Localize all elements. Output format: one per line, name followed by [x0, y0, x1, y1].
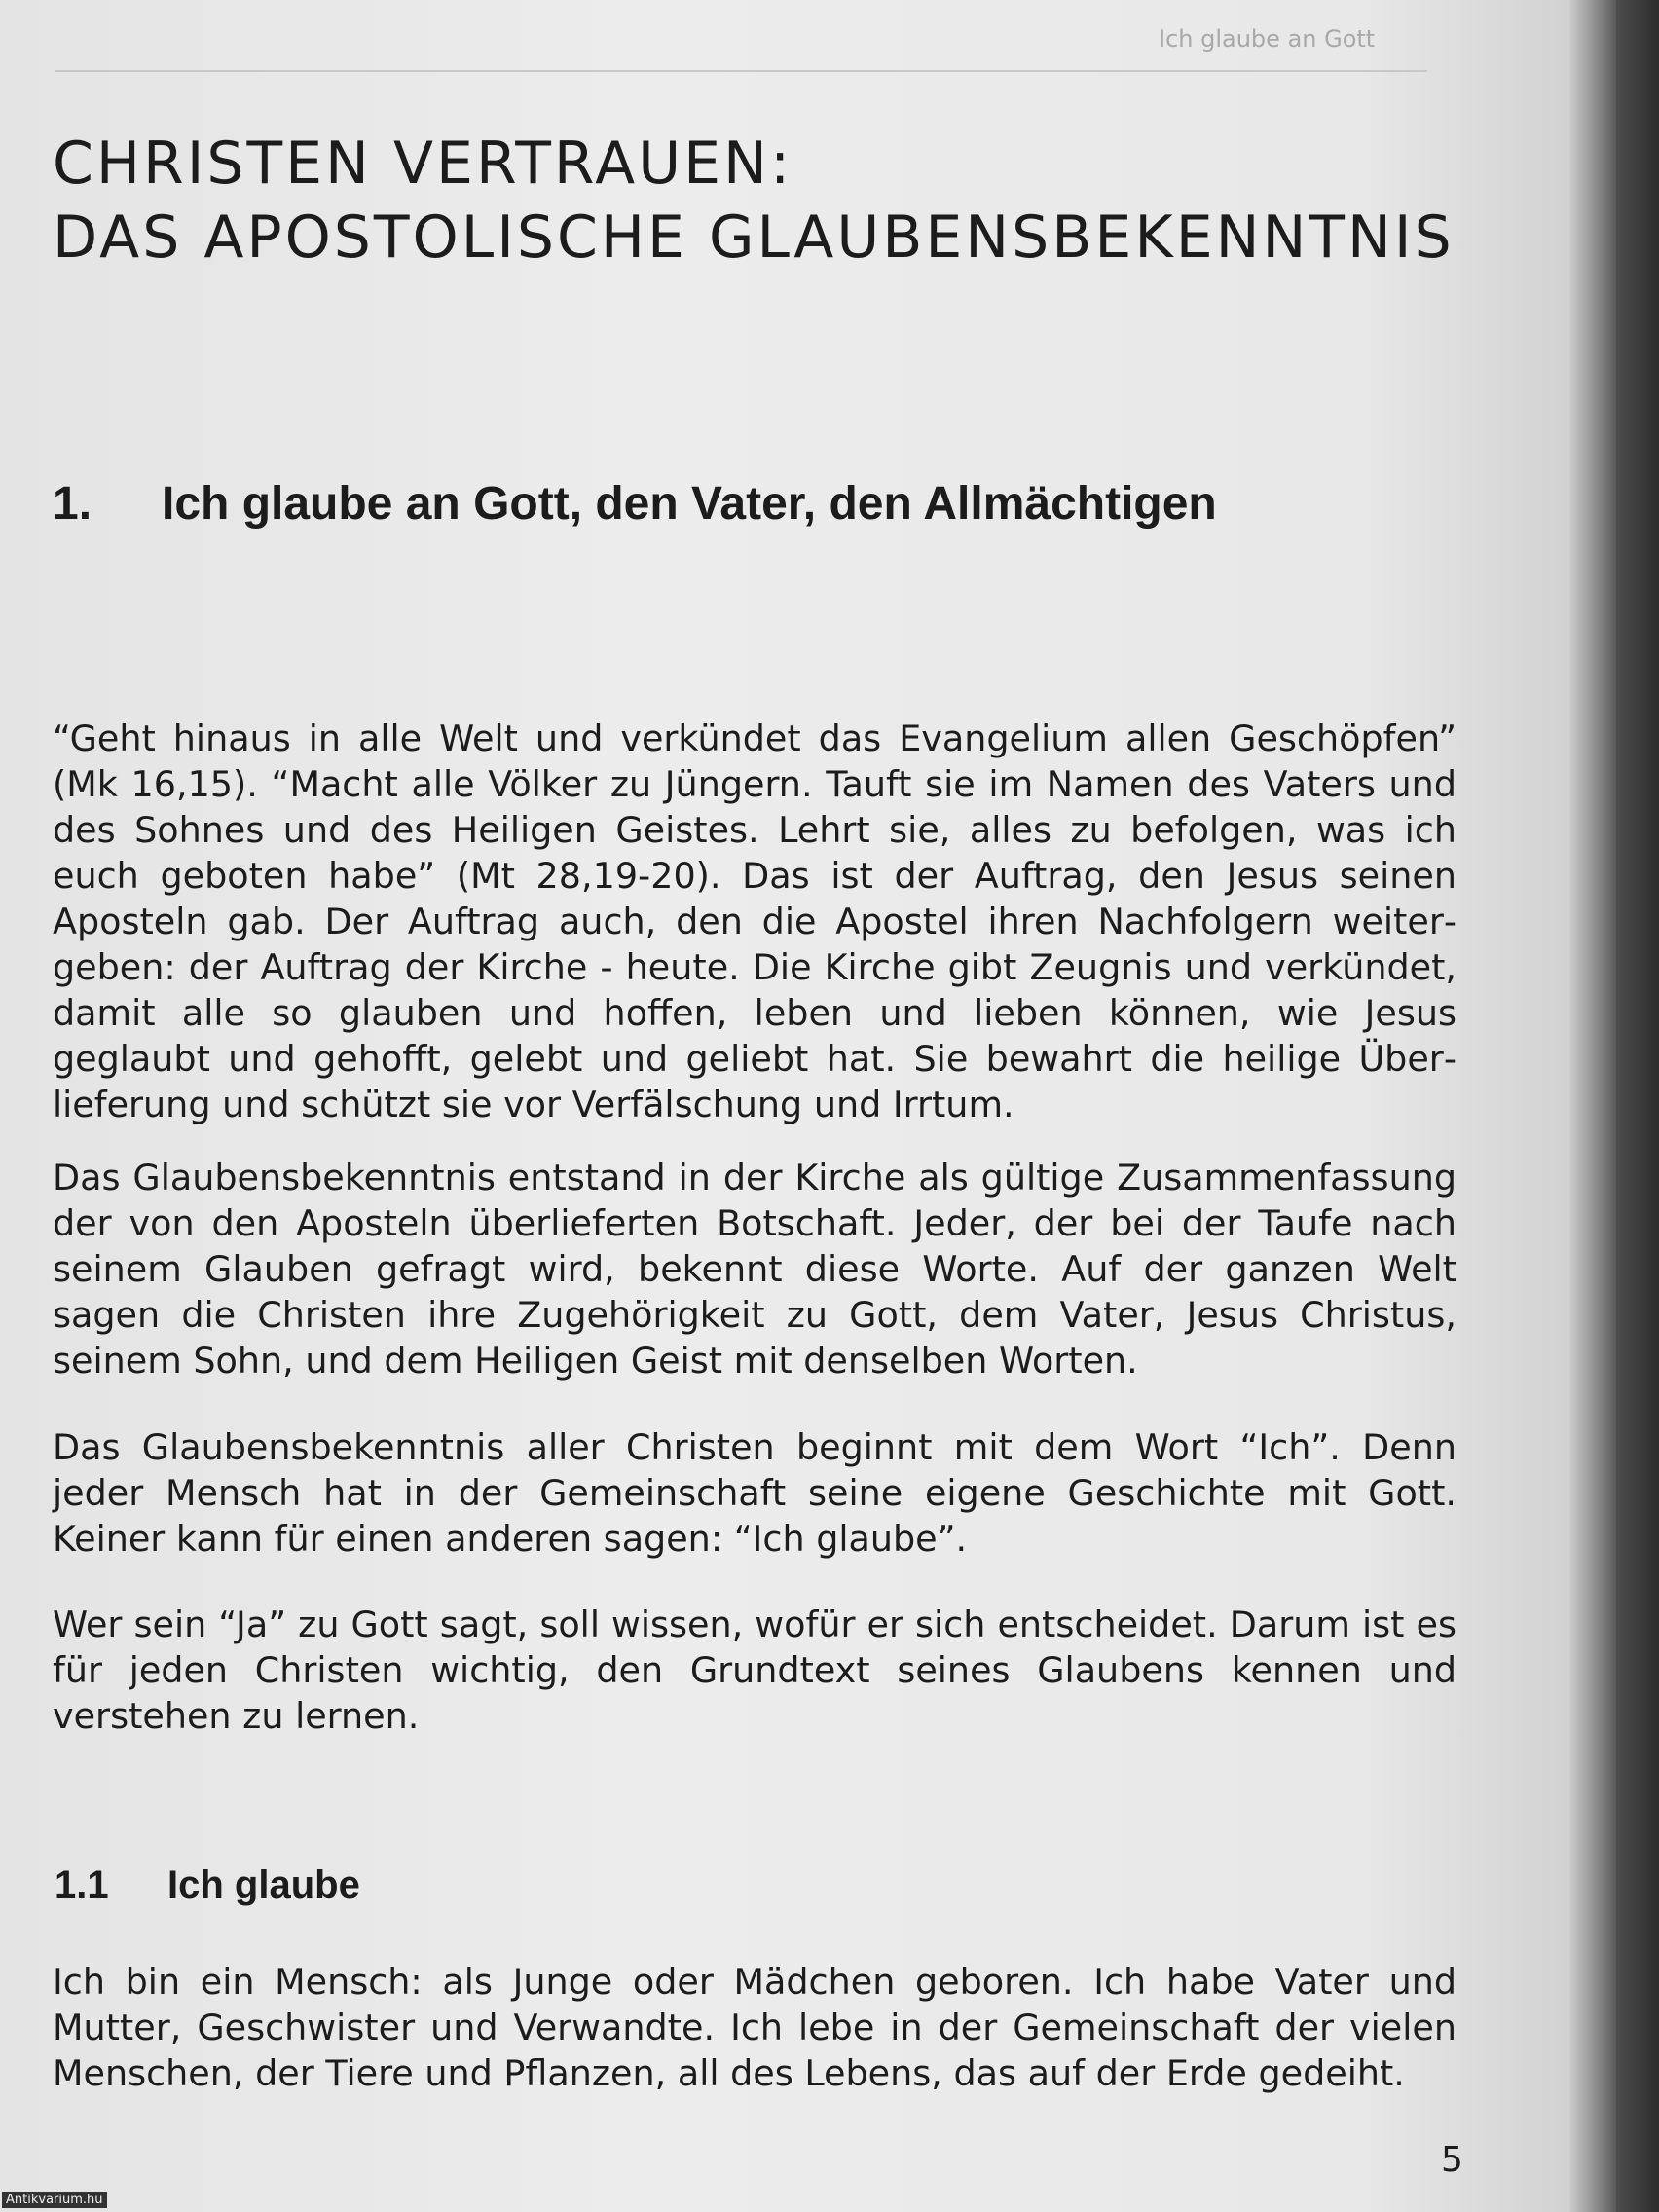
main-title-line-2: DAS APOSTOLISCHE GLAUBENSBEKENNTNIS	[53, 203, 1455, 272]
page-gutter-shadow	[1569, 0, 1616, 2212]
section-number: 1.	[53, 478, 92, 530]
subsection-heading	[55, 1863, 1028, 1907]
section-heading	[53, 477, 1474, 531]
main-title-line-1: CHRISTEN VERTRAUEN:	[53, 129, 793, 198]
running-head: Ich glaube an Gott	[1159, 25, 1376, 53]
body-paragraph-2: Das Glaubensbekenntnis entstand in der Kirche als gültige Zusammenfassung der von den Aposteln überlieferten Botschaft. Jeder, der bei der Taufe nach seinem Glauben gefragt wird, bekennt diese Worte. Auf der ganzen Welt sagen die Christen ihre Zugehörigkeit zu Gott, dem Vater, Jesus Christus, seinem Sohn, und dem Heiligen Geist mit denselben Worten.	[53, 1157, 1456, 1382]
book-edge	[1616, 0, 1659, 2212]
body-paragraph-1: “Geht hinaus in alle Welt und verkündet das Evangelium allen Geschöpfen” (Mk 16,15). “Macht alle Völker zu Jüngern. Tauft sie im Namen des Vaters und des Sohnes und des Heiligen Geistes. Lehrt sie, alles zu befolgen, was ich euch geboten habe” (Mt 28,19-20). Das ist der Auftrag, den Jesus seinen Aposteln gab. Der Auftrag auch, den die Apostel ihren Nachfolgern weitergeben: der Auftrag der Kirche - heute. Die Kirche gibt Zeugnis und verkündet, damit alle so glauben und hoffen, leben und lieben können, wie Jesus geglaubt und gehofft, gelebt und geliebt hat. Sie bewahrt die heilige Überlieferung und schützt sie vor Verfälschung und Irrtum.	[53, 718, 1456, 1125]
body-paragraph-4: Wer sein “Ja” zu Gott sagt, soll wissen, wofür er sich entscheidet. Darum ist es für jeden Christen wichtig, den Grundtext seines Glaubens kennen und verstehen zu lernen.	[53, 1604, 1456, 1737]
header-rule	[55, 70, 1427, 72]
body-paragraph-3: Das Glaubensbekenntnis aller Christen beginnt mit dem Wort “Ich”. Denn jeder Mensch hat in der Gemeinschaft seine eigene Geschichte mit Gott. Keiner kann für einen anderen sagen: “Ich glaube”.	[53, 1426, 1456, 1560]
section-title: Ich glaube an Gott, den Vater, den Allmächtigen	[162, 478, 1217, 530]
subsection-paragraph: Ich bin ein Mensch: als Junge oder Mädchen geboren. Ich habe Vater und Mutter, Geschwister und Verwandte. Ich lebe in der Gemeinschaft der vielen Menschen, der Tiere und Pflanzen, all des Lebens, das auf der Erde gedeiht.	[53, 1961, 1456, 2094]
page-number: 5	[1441, 2140, 1463, 2180]
subsection-number: 1.1	[55, 1863, 109, 1906]
watermark: Antikvarium.hu	[2, 2192, 107, 2208]
main-title	[53, 127, 1474, 275]
subsection-title: Ich glaube	[167, 1863, 360, 1906]
